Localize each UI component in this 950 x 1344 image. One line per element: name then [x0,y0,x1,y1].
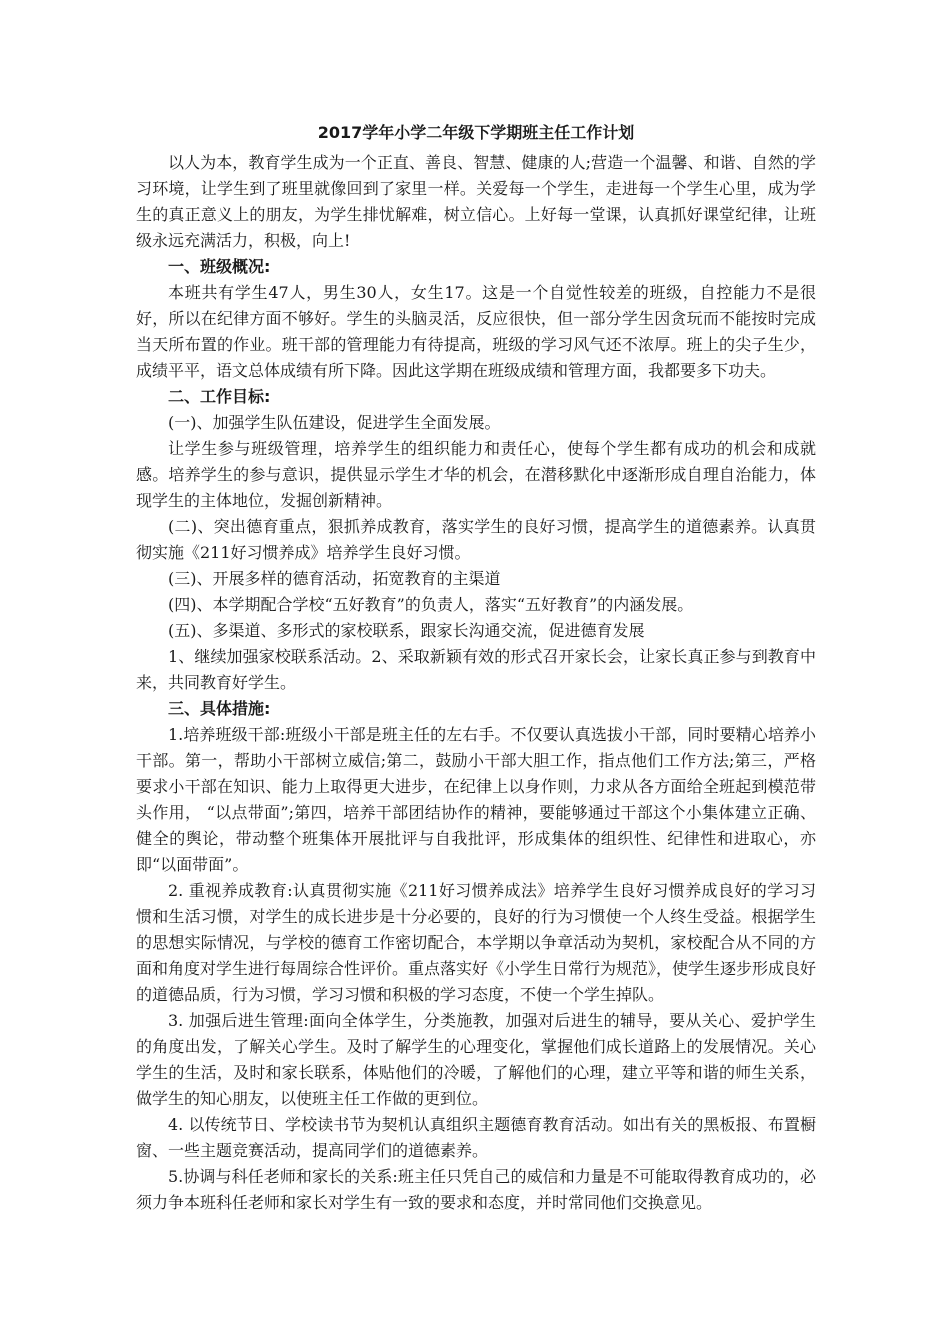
document-page [136,120,816,1216]
measure-3: 3. 加强后进生管理:面向全体学生，分类施教，加强对后进生的辅导，要从关心、爱护学生的角度出发，了解关心学生。及时了解学生的心理变化，掌握他们成长道路上的发展情况。关心学生的生活，及时和家长联系，体贴他们的冷暖，了解他们的心理，建立平等和谐的师生关系，做学生的知心朋友，以使班主任工作做的更到位。 [136,1011,816,1108]
goal-5-detail: 1、继续加强家校联系活动。2、采取新颖有效的形式召开家长会，让家长真正参与到教育中来，共同教育好学生。 [136,647,816,692]
class-overview-paragraph: 本班共有学生47人，男生30人，女生17。这是一个自觉性较差的班级，自控能力不是很好，所以在纪律方面不够好。学生的头脑灵活，反应很快，但一部分学生因贪玩而不能按时完成当天所布置的作业。班干部的管理能力有待提高，班级的学习风气还不浓厚。班上的尖子生少，成绩平平，语文总体成绩有所下降。因此这学期在班级成绩和管理方面，我都要多下功夫。 [136,283,816,380]
goal-2: (二)、突出德育重点，狠抓养成教育，落实学生的良好习惯，提高学生的道德素养。认真贯彻实施《211好习惯养成》培养学生良好习惯。 [136,517,816,562]
measure-1: 1.培养班级干部:班级小干部是班主任的左右手。不仅要认真选拔小干部，同时要精心培养小干部。第一，帮助小干部树立威信;第二，鼓励小干部大胆工作，指点他们工作方法;第三，严格要求小干部在知识、能力上取得更大进步，在纪律上以身作则，力求从各方面给全班起到模范带头作用， “以点带面”;第四，培养干部团结协作的精神，要能够通过干部这个小集体建立正确、健全的舆论，带动整个班集体开展批评与自我批评，形成集体的组织性、纪律性和进取心，亦即“以面带面”。 [136,725,816,874]
section-heading-work-goals: 二、工作目标: [168,387,271,406]
measure-5: 5.协调与科任老师和家长的关系:班主任只凭自己的威信和力量是不可能取得教育成功的，必须力争本班科任老师和家长对学生有一致的要求和态度，并时常同他们交换意见。 [136,1167,816,1212]
goal-1-detail: 让学生参与班级管理，培养学生的组织能力和责任心，使每个学生都有成功的机会和成就感。培养学生的参与意识，提供显示学生才华的机会，在潜移默化中逐渐形成自理自治能力，体现学生的主体地位，发掘创新精神。 [136,439,816,510]
measure-2: 2. 重视养成教育:认真贯彻实施《211好习惯养成法》培养学生良好习惯养成良好的学习习惯和生活习惯，对学生的成长进步是十分必要的，良好的行为习惯使一个人终生受益。根据学生的思想实际情况，与学校的德育工作密切配合，本学期以争章活动为契机，家校配合从不同的方面和角度对学生进行每周综合性评价。重点落实好《小学生日常行为规范》，使学生逐步形成良好的道德品质，行为习惯，学习习惯和积极的学习态度，不使一个学生掉队。 [136,881,817,1004]
goal-5: (五)、多渠道、多形式的家校联系，跟家长沟通交流，促进德育发展 [168,621,645,640]
goal-4: (四)、本学期配合学校“五好教育”的负责人，落实“五好教育”的内涵发展。 [168,595,694,614]
measure-4: 4. 以传统节日、学校读书节为契机认真组织主题德育教育活动。如出有关的黑板报、布置橱窗、一些主题竞赛活动，提高同学们的道德素养。 [136,1115,816,1160]
goal-3: (三)、开展多样的德育活动，拓宽教育的主渠道 [168,569,501,588]
intro-paragraph: 以人为本，教育学生成为一个正直、善良、智慧、健康的人;营造一个温馨、和谐、自然的学习环境，让学生到了班里就像回到了家里一样。关爱每一个学生，走进每一个学生心里，成为学生的真正意义上的朋友，为学生排忧解难，树立信心。上好每一堂课，认真抓好课堂纪律，让班级永远充满活力，积极，向上! [136,153,816,250]
goal-1: (一)、加强学生队伍建设，促进学生全面发展。 [168,413,501,432]
section-heading-class-overview: 一、班级概况: [168,257,271,276]
document-title: 2017学年小学二年级下学期班主任工作计划 [317,123,635,142]
section-heading-measures: 三、具体措施: [168,699,271,718]
